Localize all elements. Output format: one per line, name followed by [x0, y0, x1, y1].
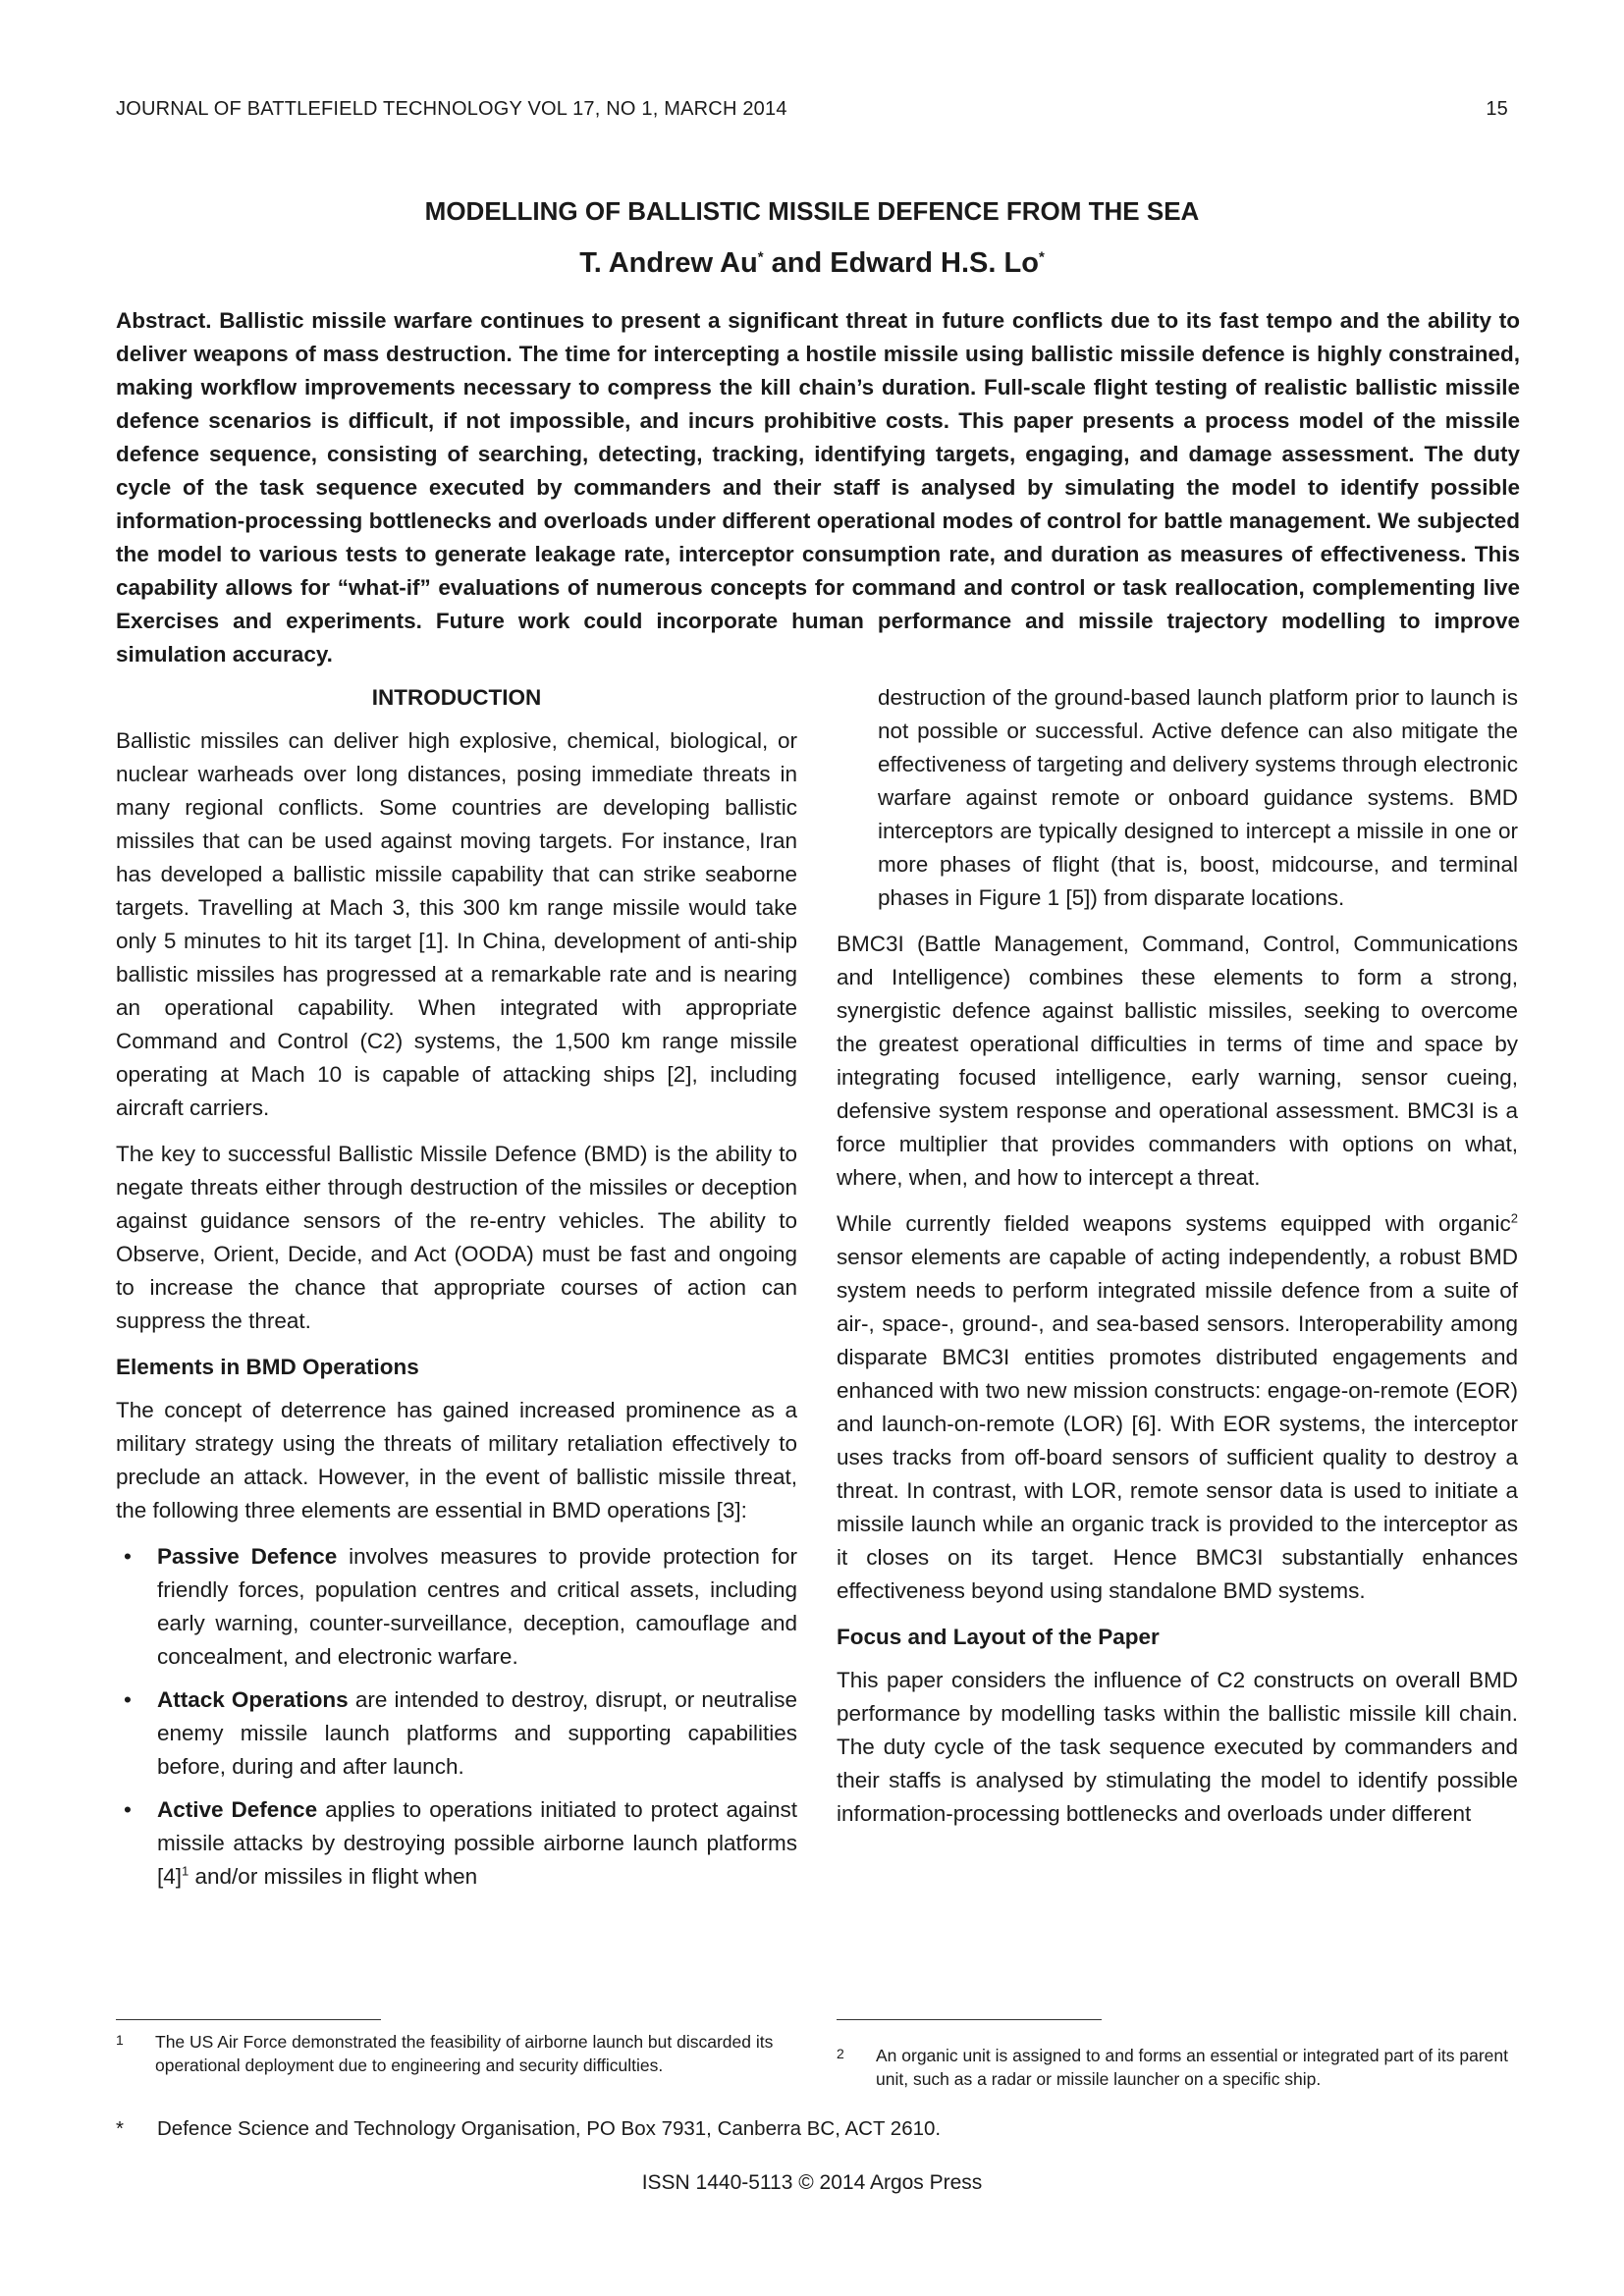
footnote-1 [116, 2030, 797, 2077]
bullet-icon: • [124, 1544, 132, 1569]
author-1: T. Andrew Au [579, 247, 758, 279]
sensors-text-b: sensor elements are capable of acting independently, a robust BMD system needs to perform integrated missile defence from a suite of air-, space-, ground-, and sea-based sensors. Interoperability among disparate BMC3I entities promotes distributed engagements and enhanced with two new mission constructs: engage-on-remote (EOR) and launch-on-remote (LOR) [6]. With EOR systems, the interceptor uses tracks from off-board sensors of sufficient quality to destroy a threat. In contrast, with LOR, remote sensor data is used to initiate a missile launch while an organic track is provided to the interceptor as it closes on its target. Hence BMC3I substantially enhances effectiveness beyond using standalone BMD systems. [837, 1245, 1518, 1603]
active-defence-continued: destruction of the ground-based launch platform prior to launch is not possible or successful. Active defence can also mitigate the effectiveness of targeting and delivery systems through electronic warfare against remote or onboard guidance systems. BMD interceptors are typically designed to intercept a missile in one or more phases of flight (that is, boost, midcourse, and terminal phases in Figure 1 [5]) from disparate locations. [878, 685, 1518, 910]
paper-title: MODELLING OF BALLISTIC MISSILE DEFENCE FROM THE SEA [424, 196, 1200, 226]
elements-heading: Elements in BMD Operations [116, 1355, 419, 1379]
footnote-2 [837, 2044, 1518, 2091]
list-text: involves measures to provide protection for friendly forces, population centres and critical assets, including early warning, counter-surveillance, deception, camouflage and concealment, and electronic warfare. [157, 1544, 797, 1669]
sensors-text-a: While currently fielded weapons systems equipped with organic [837, 1211, 1511, 1236]
list-item-passive-defence [116, 1540, 797, 1674]
abstract: Abstract. Ballistic missile warfare continues to present a significant threat in future conflicts due to its fast tempo and the ability to deliver weapons of mass destruction. The time for intercepting a hostile missile using ballistic missile defence is highly constrained, making workflow improvements necessary to compress the kill chain’s duration. Full-scale flight testing of realistic ballistic missile defence scenarios is difficult, if not impossible, and incurs prohibitive costs. This paper presents a process model of the missile defence sequence, consisting of searching, detecting, tracking, identifying targets, engaging, and damage assessment. The duty cycle of the task sequence executed by commanders and their staff is analysed by simulating the model to identify possible information-processing bottlenecks and overloads under different operational modes of control for battle management. We subjected the model to various tests to generate leakage rate, interceptor consumption rate, and duration as measures of effectiveness. This capability allows for “what-if” evaluations of numerous concepts for command and control or task reallocation, complementing live Exercises and experiments. Future work could incorporate human performance and missile trajectory modelling to improve simulation accuracy. [116, 308, 1520, 667]
elements-paragraph: The concept of deterrence has gained increased prominence as a military strategy using the threats of military retaliation effectively to preclude an attack. However, in the event of ballistic missile threat, the following three elements are essential in BMD operations [3]: [116, 1398, 797, 1522]
footnote-2-text: An organic unit is assigned to and forms an essential or integrated part of its parent unit, such as a radar or missile launcher on a specific ship. [876, 2046, 1508, 2089]
bmc3i-paragraph: BMC3I (Battle Management, Command, Control, Communications and Intelligence) combines these elements to form a strong, synergistic defence against ballistic missiles, seeking to overcome the greatest operational difficulties in terms of time and space by integrating focused intelligence, early warning, sensor cueing, defensive system response and operational assessment. BMC3I is a force multiplier that provides commanders with options on what, where, when, and how to intercept a threat. [837, 932, 1518, 1190]
focus-paragraph: This paper considers the influence of C2 constructs on overall BMD performance by modelling tasks within the ballistic missile kill chain. The duty cycle of the task sequence executed by commanders and their staffs is analysed by stimulating the model to identify possible information-processing bottlenecks and overloads under different [837, 1668, 1518, 1826]
footnote-2-mark: 2 [837, 2046, 844, 2061]
author-2: Edward H.S. Lo [830, 247, 1039, 279]
footnote-1-text: The US Air Force demonstrated the feasibility of airborne launch but discarded its operational deployment due to engineering and security difficulties. [155, 2032, 774, 2075]
list-item-active-defence [116, 1793, 797, 1894]
list-text: applies to operations initiated to protect against missile attacks by destroying possible airborne launch platforms [4] [157, 1797, 797, 1889]
bullet-icon: • [124, 1687, 132, 1712]
list-term: Active Defence [157, 1797, 318, 1822]
bmd-elements-list [116, 1540, 797, 1894]
right-column [837, 681, 1518, 1843]
affiliation [116, 2117, 1098, 2141]
list-term: Attack Operations [157, 1687, 349, 1712]
sensors-paragraph [837, 1207, 1518, 1608]
list-item-attack-operations [116, 1683, 797, 1784]
focus-heading: Focus and Layout of the Paper [837, 1625, 1160, 1649]
left-column [116, 681, 797, 1903]
list-text: are intended to destroy, disrupt, or neutralise enemy missile launch platforms and supporting capabilities before, during and after launch. [157, 1687, 797, 1779]
list-term: Passive Defence [157, 1544, 338, 1569]
journal-name: JOURNAL OF BATTLEFIELD TECHNOLOGY VOL 17, NO 1, MARCH 2014 [116, 98, 787, 120]
list-text-continued: and/or missiles in flight when [189, 1864, 478, 1889]
footnote-1-mark: 1 [116, 2032, 124, 2048]
intro-paragraph-1: Ballistic missiles can deliver high explosive, chemical, biological, or nuclear warheads over long distances, posing immediate threats in many regional conflicts. Some countries are developing ballistic missiles that can be used against moving targets. For instance, Iran has developed a ballistic missile capability that can strike seaborne targets. Travelling at Mach 3, this 300 km range missile would take only 5 minutes to hit its target [1]. In China, development of anti-ship ballistic missiles has progressed at a remarkable rate and is nearing an operational capability. When integrated with appropriate Command and Control (C2) systems, the 1,500 km range missile operating at Mach 10 is capable of attacking ships [2], including aircraft carriers. [116, 728, 797, 1120]
introduction-heading: INTRODUCTION [371, 685, 542, 710]
author-1-mark: * [757, 248, 764, 266]
page-number: 15 [1486, 98, 1508, 120]
running-header [116, 98, 1508, 128]
issn-line: ISSN 1440-5113 © 2014 Argos Press [641, 2171, 983, 2194]
bullet-icon: • [124, 1797, 132, 1822]
footnote-ref-2[interactable]: 2 [1510, 1210, 1518, 1226]
author-line [0, 247, 1624, 280]
footnote-ref-1[interactable]: 1 [182, 1863, 189, 1879]
intro-paragraph-2: The key to successful Ballistic Missile Defence (BMD) is the ability to negate threats either through destruction of the missiles or deception against guidance sensors of the re-entry vehicles. The ability to Observe, Orient, Decide, and Act (OODA) must be fast and ongoing to increase the chance that appropriate courses of action can suppress the threat. [116, 1142, 797, 1333]
author-2-mark: * [1038, 248, 1045, 266]
author-conjunction: and [763, 247, 831, 279]
affiliation-mark: * [116, 2117, 124, 2140]
affiliation-text: Defence Science and Technology Organisation, PO Box 7931, Canberra BC, ACT 2610. [157, 2117, 942, 2140]
footnote-rule-left [116, 2019, 381, 2020]
footnote-rule-right [837, 2019, 1102, 2020]
